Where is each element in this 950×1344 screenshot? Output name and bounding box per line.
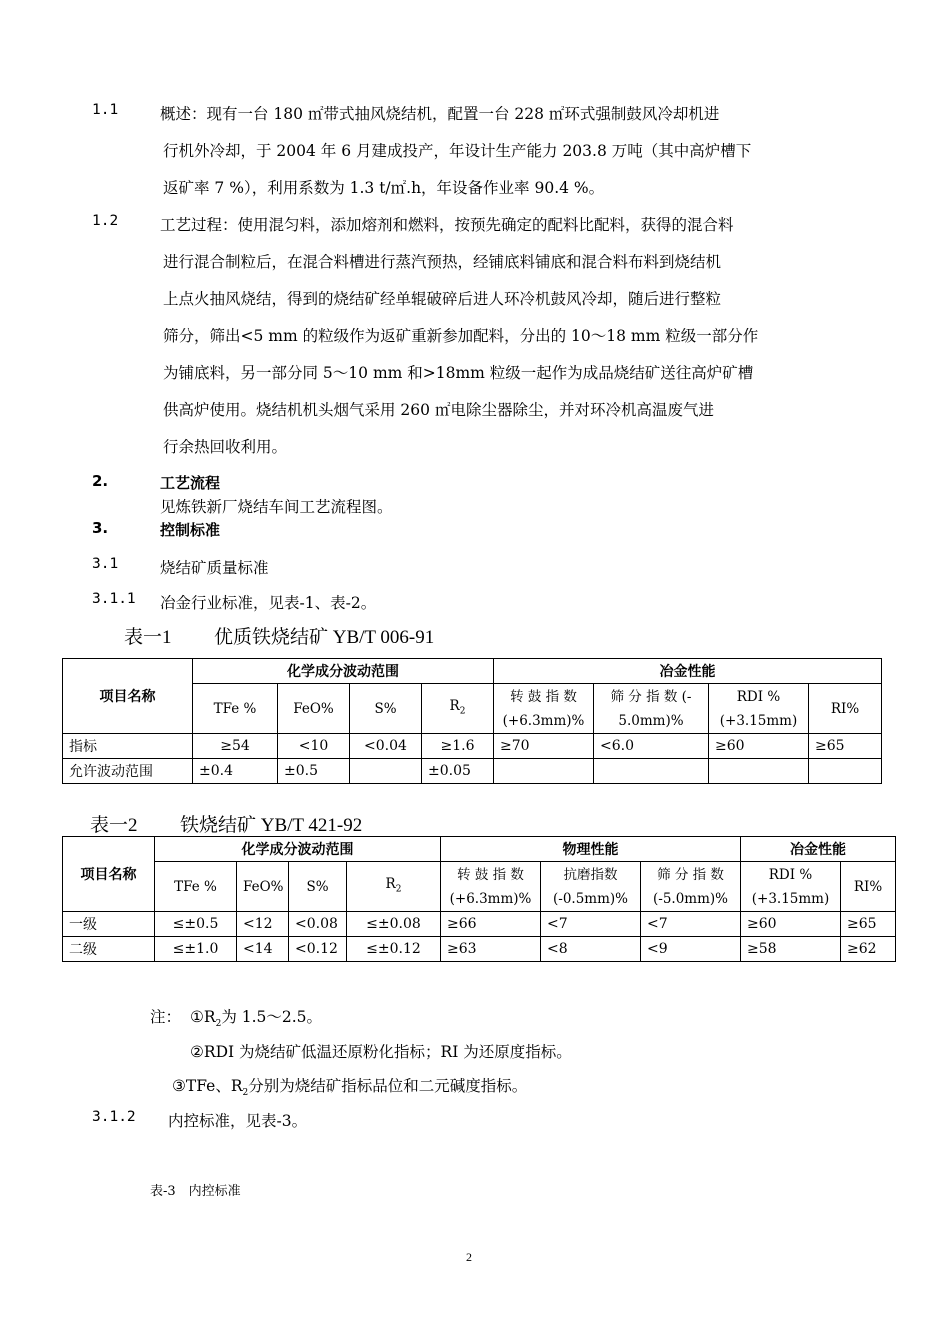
table-cell: 指标 [63,734,193,759]
table-cell: <0.12 [289,937,347,962]
table-cell [594,759,709,784]
table-cell: ≥70 [494,734,594,759]
table-cell: ≥66 [441,912,541,937]
table-cell [709,759,809,784]
table-cell: <14 [237,937,289,962]
table-1 [62,658,882,784]
table-1-header-ri: RI% [809,684,882,734]
section-3-1-2-number: 3.1.2 [92,1109,136,1125]
table-2-row [63,937,896,962]
table-1-row [63,734,882,759]
table-cell: ≤±1.0 [155,937,237,962]
table-2-header-tfe: TFe % [155,862,237,912]
table-1-header-sieve: 筛 分 指 数 (- 5.0mm)% [594,684,709,734]
section-1-1-line-2: 行机外冷却，于 2004 年 6 月建成投产，年设计生产能力 203.8 万吨（其中高炉槽下 [163,142,752,160]
note-2: ②RDI 为烧结矿低温还原粉化指标；RI 为还原度指标。 [190,1043,572,1061]
table-cell: 允许波动范围 [63,759,193,784]
section-1-2-line-1: 工艺过程：使用混匀料，添加熔剂和燃料，按预先确定的配料比配料，获得的混合料 [160,216,734,234]
table-cell: ±0.5 [278,759,350,784]
table-cell: ±0.05 [422,759,494,784]
table-1-header-r2: $R_2$ [422,684,494,734]
table-1-header-drum: 转 鼓 指 数 (+6.3mm)% [494,684,594,734]
table-cell: 一级 [63,912,155,937]
section-1-2-line-3: 上点火抽风烧结，得到的烧结矿经单辊破碎后进人环冷机鼓风冷却，随后进行整粒 [163,290,722,308]
section-3-1-number: 3.1 [92,556,119,572]
table-2-header-phys: 物理性能 [441,837,741,862]
table-cell: ±0.4 [193,759,278,784]
table-1-caption-number: 表一1 [124,627,172,648]
section-1-2-number: 1.2 [92,213,119,229]
table-cell: ≤±0.12 [347,937,441,962]
section-3-number: 3. [92,519,109,537]
table-cell: ≥60 [709,734,809,759]
table-2-header-feo: FeO% [237,862,289,912]
table-cell: ≥63 [441,937,541,962]
table-1-header-feo: FeO% [278,684,350,734]
table-cell [494,759,594,784]
table-2-header-metal: 冶金性能 [741,837,896,862]
table-cell: ≥65 [809,734,882,759]
table-cell: <12 [237,912,289,937]
table-cell: ≥65 [841,912,896,937]
table-1-header-s: S% [350,684,422,734]
table-2-header-sieve: 筛 分 指 数 (-5.0mm)% [641,862,741,912]
table-2-caption-title: 铁烧结矿 YB/T 421-92 [180,815,363,836]
table-cell: ≥62 [841,937,896,962]
section-3-1-1-number: 3.1.1 [92,591,136,607]
section-3-1-text: 烧结矿质量标准 [160,559,269,577]
table-1-row [63,759,882,784]
section-1-2-line-7: 行余热回收利用。 [163,438,288,456]
table-2-header-r2: $R_2$ [347,862,441,912]
table-2-header-drum: 转 鼓 指 数 (+6.3mm)% [441,862,541,912]
section-2-number: 2. [92,472,109,490]
page-number: 2 [466,1250,472,1264]
table-1-header-tfe: TFe % [193,684,278,734]
note-1: $①R_2$为 1.5～2.5。 [190,1008,323,1030]
table-cell: <7 [541,912,641,937]
table-2-header-name: 项目名称 [63,837,155,912]
table-cell: ≥60 [741,912,841,937]
table-cell: <10 [278,734,350,759]
table-cell: ≤±0.5 [155,912,237,937]
section-3-1-2-text: 内控标准，见表-3。 [168,1112,308,1130]
section-1-2-line-5: 为铺底料，另一部分同 5～10 mm 和>18mm 粒级一起作为成品烧结矿送往高炉矿槽 [163,364,754,382]
table-1-header-metal: 冶金性能 [494,659,882,684]
table-2-header-s: S% [289,862,347,912]
table-cell: <8 [541,937,641,962]
table-2-header-chem: 化学成分波动范围 [155,837,441,862]
table-cell: <9 [641,937,741,962]
table-cell [809,759,882,784]
table-2 [62,836,896,962]
table-1-header-chem: 化学成分波动范围 [193,659,494,684]
table-2-row [63,912,896,937]
section-1-2-line-2: 进行混合制粒后，在混合料槽进行蒸汽预热，经铺底料铺底和混合料布料到烧结机 [163,253,722,271]
section-1-1-line-1: 概述：现有一台 180 ㎡带式抽风烧结机，配置一台 228 ㎡环式强制鼓风冷却机进 [160,105,720,123]
table-2-header-ri: RI% [841,862,896,912]
table-1-header-name: 项目名称 [63,659,193,734]
section-2-text: 见炼铁新厂烧结车间工艺流程图。 [160,498,393,516]
section-1-2-line-4: 筛分，筛出<5 mm 的粒级作为返矿重新参加配料，分出的 10～18 mm 粒级一部分作 [163,327,759,345]
table-cell: <0.04 [350,734,422,759]
table-1-header-rdi: RDI % (+3.15mm) [709,684,809,734]
notes-label: 注： [150,1008,182,1026]
table-2-header-rdi: RDI % (+3.15mm) [741,862,841,912]
section-1-2-line-6: 供高炉使用。烧结机机头烟气采用 260 ㎡电除尘器除尘，并对环冷机高温废气进 [163,401,714,419]
section-2-title: 工艺流程 [160,474,221,492]
table-cell: ≤±0.08 [347,912,441,937]
table-cell: 二级 [63,937,155,962]
table-cell: ≥58 [741,937,841,962]
table-cell: ≥54 [193,734,278,759]
section-1-1-line-3: 返矿率 7 %），利用系数为 1.3 t/㎡.h，年设备作业率 90.4 %。 [163,179,605,197]
table-cell: ≥1.6 [422,734,494,759]
section-3-1-1-text: 冶金行业标准，见表-1、表-2。 [160,594,377,612]
table-1-caption-title: 优质铁烧结矿 YB/T 006-91 [214,627,435,648]
section-3-title: 控制标准 [160,521,221,539]
table-cell: <7 [641,912,741,937]
table-2-header-wear: 抗磨指数 (-0.5mm)% [541,862,641,912]
table-3-caption: 表-3 内控标准 [150,1184,241,1199]
note-3: ③TFe、$R_2$分别为烧结矿指标品位和二元碱度指标。 [172,1077,528,1099]
section-1-1-number: 1.1 [92,102,119,118]
table-cell [350,759,422,784]
table-cell: <0.08 [289,912,347,937]
table-2-caption-number: 表一2 [90,815,138,836]
table-cell: <6.0 [594,734,709,759]
